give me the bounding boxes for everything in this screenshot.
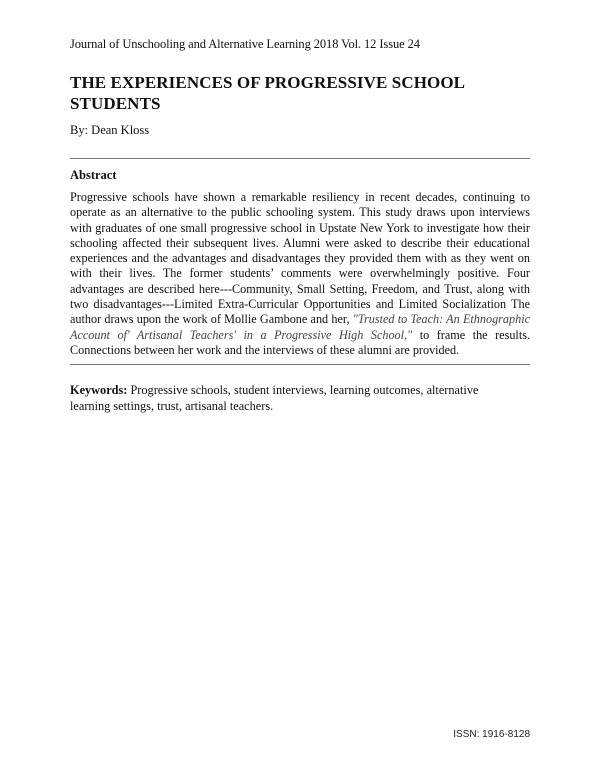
divider-bottom (70, 364, 530, 365)
abstract-text (70, 190, 530, 358)
abstract-text-main: Progressive schools have shown a remarkable resiliency in recent decades, continuing to operate as an alternative to the public schooling system. This study draws upon interviews with graduates of one small progressive school in Upstate New York to investigate how their schooling affected their subsequent lives. Alumni were asked to describe their educational experiences and the advantages and disadvantages they provided them with as they went on with their lives. The former students’ comments were overwhelmingly positive. Four advantages are described here---Community, Small Setting, Freedom, and Trust, along with two disadvantages---Limited Extra-Curricular Opportunities and Limited Socialization The author draws upon the work of Mollie Gambone and her, (70, 190, 530, 327)
abstract-text-end: to frame the results. Connections between her work and the interviews of these alumni are provided. (70, 327, 530, 357)
keywords-section (70, 383, 520, 414)
keywords-label: Keywords: (70, 383, 128, 397)
divider-top (70, 158, 530, 159)
journal-header: Journal of Unschooling and Alternative Learning 2018 Vol. 12 Issue 24 (70, 37, 420, 51)
abstract-cited-title: "Trusted to Teach: An Ethnographic Account of' Artisanal Teachers' in a Progressive High School," (70, 312, 530, 342)
issn-footer: ISSN: 1916-8128 (453, 729, 530, 740)
author-byline: By: Dean Kloss (70, 123, 150, 137)
keywords-text: Progressive schools, student interviews, learning outcomes, alternative learning settings, trust, artisanal teachers. (70, 383, 479, 413)
abstract-heading: Abstract (70, 168, 117, 182)
article-title: THE EXPERIENCES OF PROGRESSIVE SCHOOL STUDENTS (70, 73, 465, 113)
